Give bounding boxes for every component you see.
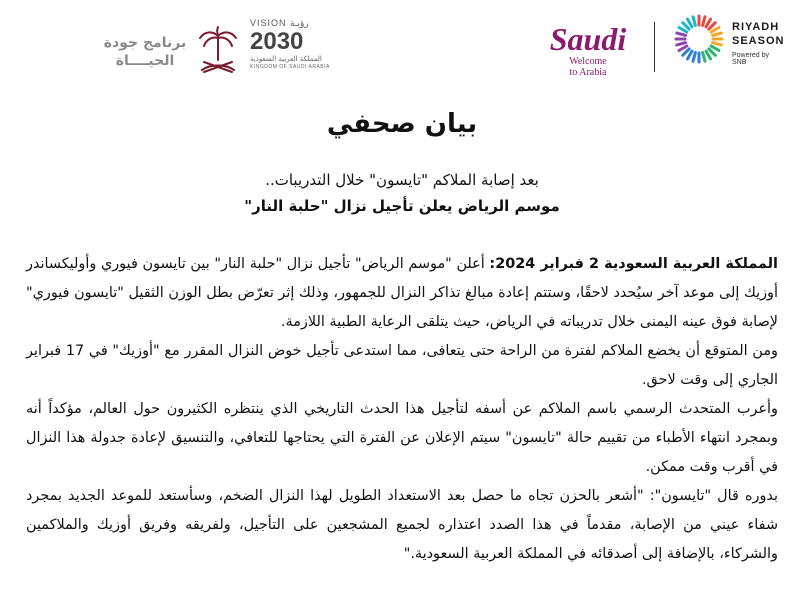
ring-segment (677, 43, 686, 45)
riyadh-season-logo (672, 14, 785, 98)
saudi-wordmark: Saudi (549, 21, 627, 57)
vision-number: 2030 (250, 28, 304, 55)
vision-2030-logo (250, 18, 340, 88)
ring-segment (693, 17, 695, 26)
riyadh-season-wordmark (732, 20, 784, 48)
paragraph-4: بدوره قال "تايسون": "أشعر بالحزن تجاه ما حصل بعد الاستعداد الطويل لهذا النزال الضخم، وسأستعد للموعد الجديد بمجرد شفاء عيني من الإصابة، مقدماً في هذا الصدد اعتذاره لجميع المشجعين على التأجيل، ولفريقه وفريق أوزيك والملاكمين والشركاء، بالإضافة إلى أصدقائه في المملكة العربية السعودية." (26, 488, 778, 562)
ring-segment (683, 23, 689, 29)
ring-segment (683, 49, 689, 55)
ring-segment (693, 53, 695, 62)
ring-segment (703, 17, 705, 26)
paragraph-1 (26, 250, 778, 337)
qol-line1: برنامج جودة (103, 35, 187, 51)
riyadh-season-line1: RIYADH (732, 21, 780, 33)
ring-segment (706, 51, 711, 59)
ring-segment (688, 19, 693, 27)
quality-of-life-logo (100, 34, 190, 70)
ring-segment (706, 19, 711, 27)
riyadh-season-line2: SEASON (732, 35, 785, 47)
ring-segment (679, 28, 687, 33)
ring-segment (688, 51, 693, 59)
press-release-content (26, 104, 778, 569)
paragraph-1-body: أعلن "موسم الرياض" تأجيل نزال "حلبة النار" بين تايسون فيوري وأوليكساندر أوزيك إلى موعد آخر سيُحدد لاحقًا، وستتم إعادة مبالغ تذاكر النزال للجمهور، وذلك إثر تعرّض بطل الوزن الثقيل "تايسون فيوري" لإصابة فوق عينه اليمنى خلال تدريباته في الرياض، حيث يتلقى الرعاية الطبية اللازمة. (26, 256, 778, 330)
riyadh-season-ring-icon (674, 14, 724, 64)
ring-segment (709, 23, 715, 29)
powered-by-text: Powered by SNB (732, 52, 769, 66)
saudi-tagline-line2: to Arabia (569, 67, 607, 78)
ring-segment (677, 33, 686, 35)
saudi-welcome-logo (528, 22, 648, 82)
subtitle-injury: بعد إصابة الملاكم "تايسون" خلال التدريبات.. (265, 171, 539, 189)
ring-segment (709, 49, 715, 55)
subtitle-postponement: موسم الرياض يعلن تأجيل نزال "حلبة النار" (244, 197, 560, 215)
logo-header (0, 10, 800, 100)
vision-english-text: KINGDOM OF SAUDI ARABIA (250, 64, 330, 70)
palm-swords-emblem-icon (196, 26, 240, 76)
ring-segment (713, 33, 722, 35)
page-title: بيان صحفي (326, 109, 478, 139)
ring-segment (679, 46, 687, 51)
vision-label: VISION رؤيـة (250, 18, 309, 28)
logo-divider (654, 22, 655, 72)
qol-line2: الحيــــاة (115, 53, 175, 69)
ring-segment (711, 28, 719, 33)
paragraph-2: ومن المتوقع أن يخضع الملاكم لفترة من الراحة حتى يتعافى، مما استدعى تأجيل خوض النزال المقرر مع "أوزيك" في 17 فبراير الجاري إلى وقت لاحق. (26, 343, 778, 388)
dateline: المملكة العربية السعودية 2 فبراير 2024: (489, 256, 778, 272)
ring-segment (703, 53, 705, 62)
paragraph-3: وأعرب المتحدث الرسمي باسم الملاكم عن أسفه لتأجيل هذا الحدث التاريخي الذي ينتظره الكثيرون حول العالم، مؤكداً أنه وبمجرد انتهاء الأطباء من تقييم حالة "تايسون" سيتم الإعلان عن الفترة التي يحتاجها للتعافي، والتنسيق لإعادة جدولة هذا النزال في أقرب وقت ممكن. (26, 401, 778, 475)
vision-arabic-text: المملكة العربية السعودية (250, 55, 322, 63)
saudi-tagline-line1: Welcome (569, 56, 607, 67)
ring-segment (711, 46, 719, 51)
ring-segment (713, 43, 722, 45)
